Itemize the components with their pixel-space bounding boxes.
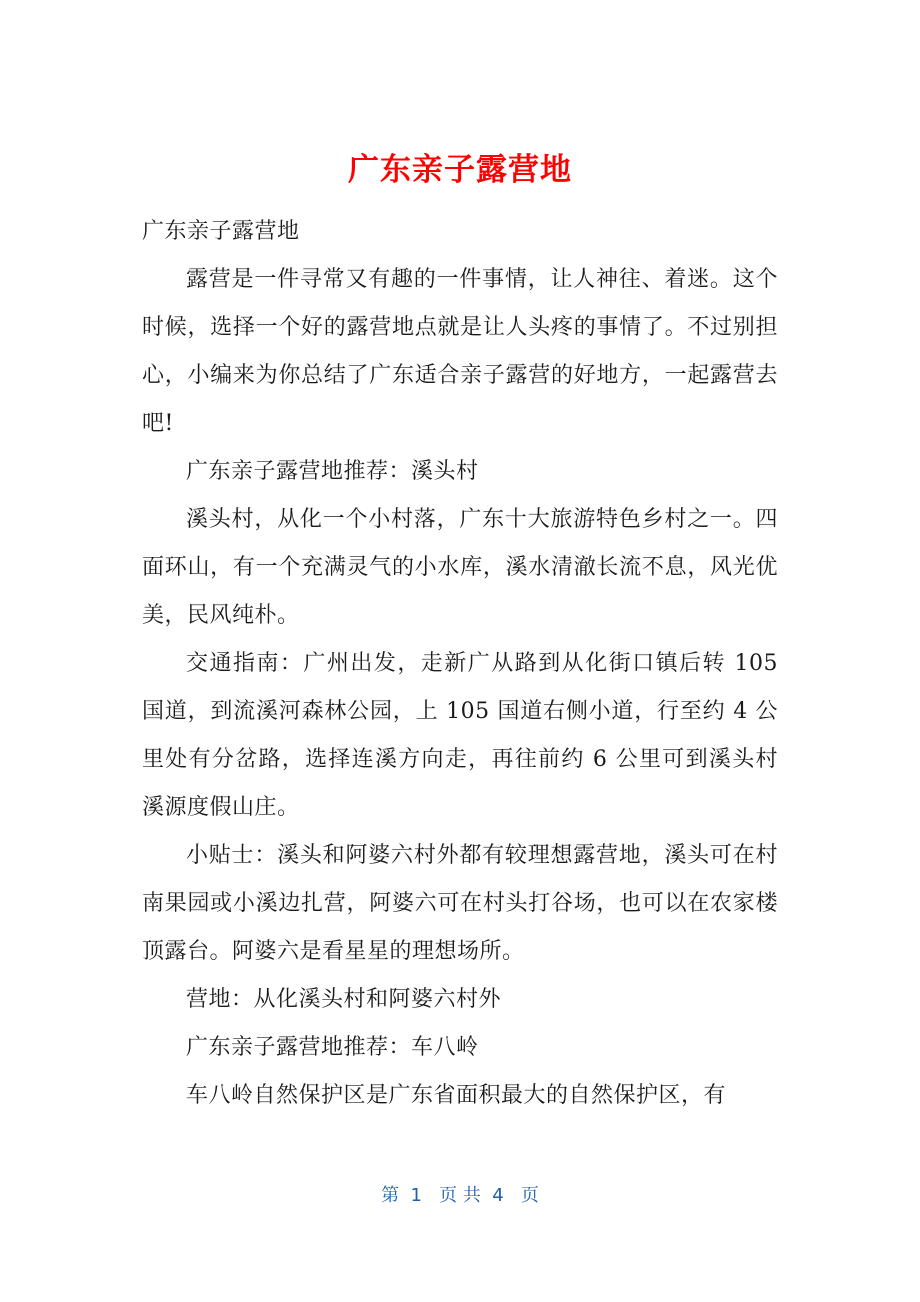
paragraph-heading: 广东亲子露营地 [142, 219, 300, 244]
paragraph-traffic-guide: 交通指南：广州出发，走新广从路到从化街口镇后转 105 国道，到流溪河森林公园，上 105 国道右侧小道，行至约 4 公里处有分岔路，选择连溪方向走，再往前约 6 公里可到溪头村溪源度假山庄。 [142, 651, 778, 820]
paragraph-recommend-chebaling: 广东亲子露营地推荐：车八岭 [186, 1035, 479, 1060]
paragraph-xitou-description: 溪头村，从化一个小村落，广东十大旅游特色乡村之一。四面环山，有一个充满灵气的小水库，溪水清澈长流不息，风光优美，民风纯朴。 [142, 507, 778, 628]
paragraph-tips: 小贴士：溪头和阿婆六村外都有较理想露营地，溪头可在村南果园或小溪边扎营，阿婆六可在村头打谷场，也可以在农家楼顶露台。阿婆六是看星星的理想场所。 [142, 843, 778, 964]
document-title: 广东亲子露营地 [348, 152, 572, 188]
paragraph-chebaling-description: 车八岭自然保护区是广东省面积最大的自然保护区，有 [186, 1083, 727, 1108]
document-body [142, 208, 778, 1120]
page-number-footer: 第 1 页 共 4 页 [381, 1185, 539, 1206]
paragraph-intro: 露营是一件寻常又有趣的一件事情，让人神往、着迷。这个时候，选择一个好的露营地点就是让人头疼的事情了。不过别担心，小编来为你总结了广东适合亲子露营的好地方，一起露营去吧! [142, 267, 778, 436]
paragraph-recommend-xitou: 广东亲子露营地推荐：溪头村 [186, 459, 479, 484]
paragraph-campsite: 营地：从化溪头村和阿婆六村外 [186, 987, 502, 1012]
